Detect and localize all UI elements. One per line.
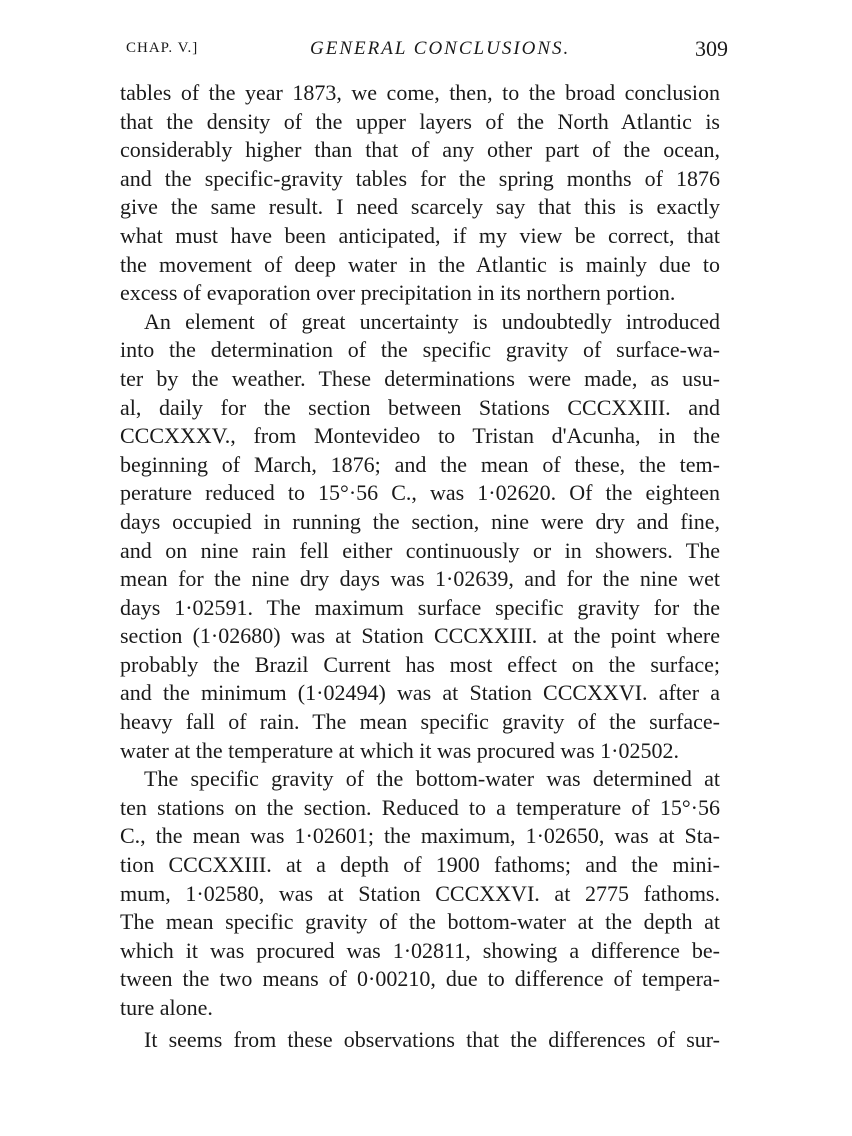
text-line: C., the mean was 1·02601; the maximum, 1·02650, was at Sta- <box>120 823 720 849</box>
text-line: give the same result. I need scarcely say that this is exactly <box>120 194 720 220</box>
running-title: GENERAL CONCLUSIONS. <box>310 38 571 59</box>
chapter-label: CHAP. V.] <box>126 40 199 56</box>
text-line: beginning of March, 1876; and the mean of these, the tem- <box>120 451 720 477</box>
text-line: ten stations on the section. Reduced to a temperature of 15°·56 <box>120 794 720 820</box>
text-line: ture alone. <box>120 995 213 1020</box>
text-line: ter by the weather. These determinations were made, as usu- <box>120 365 720 391</box>
text-line: which it was procured was 1·02811, showing a difference be- <box>120 937 720 963</box>
text-line: the movement of deep water in the Atlantic is mainly due to <box>120 251 720 277</box>
paragraph <box>120 79 720 308</box>
text-line: and the specific-gravity tables for the spring months of 1876 <box>120 165 720 191</box>
text-line: section (1·02680) was at Station CCCXXIII. at the point where <box>120 623 720 649</box>
text-line: days occupied in running the section, nine were dry and fine, <box>120 508 720 534</box>
text-line: mean for the nine dry days was 1·02639, and for the nine wet <box>120 566 720 592</box>
text-line: It seems from these observations that the differences of sur- <box>144 1026 720 1052</box>
text-line: heavy fall of rain. The mean specific gravity of the surface- <box>120 709 720 735</box>
text-line: days 1·02591. The maximum surface specific gravity for the <box>120 594 720 620</box>
text-line: that the density of the upper layers of the North Atlantic is <box>120 108 720 134</box>
text-line: An element of great uncertainty is undoubtedly introduced <box>144 308 720 334</box>
text-line: tables of the year 1873, we come, then, to the broad conclusion <box>120 80 720 105</box>
text-line: probably the Brazil Current has most effect on the surface; <box>120 651 720 677</box>
text-line: and on nine rain fell either continuously or in showers. The <box>120 537 720 563</box>
text-line: mum, 1·02580, was at Station CCCXXVI. at 2775 fathoms. <box>120 880 720 906</box>
text-line: The specific gravity of the bottom-water was determined at <box>144 766 720 792</box>
text-line: tion CCCXXIII. at a depth of 1900 fathoms; and the mini- <box>120 852 720 878</box>
running-head <box>120 38 730 68</box>
body-text <box>120 79 720 1054</box>
text-line: into the determination of the specific gravity of surface-wa- <box>120 337 720 363</box>
text-line: al, daily for the section between Stations CCCXXIII. and <box>120 394 720 420</box>
text-line: considerably higher than that of any other part of the ocean, <box>120 137 720 163</box>
text-line: perature reduced to 15°·56 C., was 1·02620. Of the eighteen <box>120 480 720 506</box>
text-line: tween the two means of 0·00210, due to difference of tempera- <box>120 966 720 992</box>
text-line: The mean specific gravity of the bottom-water at the depth at <box>120 909 720 935</box>
paragraph <box>120 308 720 766</box>
text-line: CCCXXXV., from Montevideo to Tristan d'Acunha, in the <box>120 423 720 449</box>
text-line: and the minimum (1·02494) was at Station CCCXXVI. after a <box>120 680 720 706</box>
text-line: water at the temperature at which it was procured was 1·02502. <box>120 737 679 763</box>
text-line: excess of evaporation over precipitation in its northern portion. <box>120 280 676 306</box>
paragraph <box>120 1026 720 1055</box>
text-line: what must have been anticipated, if my view be correct, that <box>120 222 720 248</box>
page-number: 309 <box>695 36 728 61</box>
paragraph <box>120 765 720 1022</box>
